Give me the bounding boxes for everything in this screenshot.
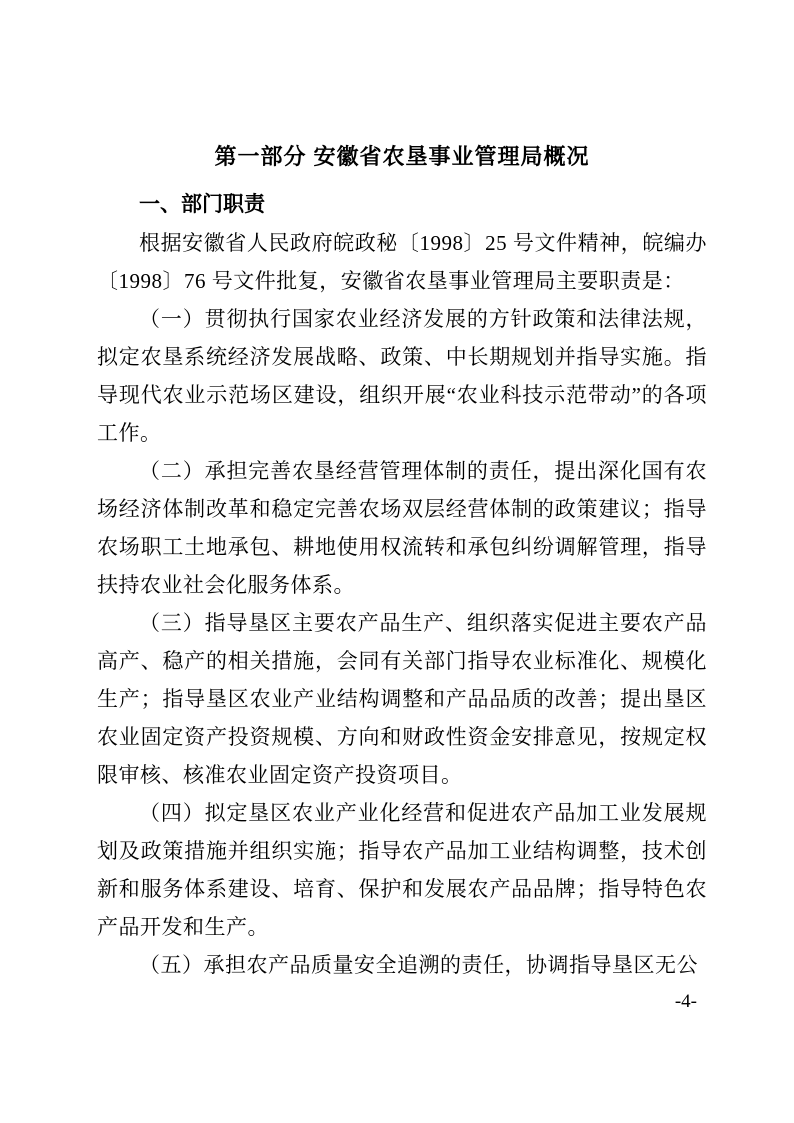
- page-number: -4-: [674, 991, 697, 1012]
- page-title: 第一部分 安徽省农垦事业管理局概况: [214, 144, 590, 169]
- body-text: [97, 224, 707, 984]
- document-content: [97, 142, 707, 984]
- paragraph-item-5: （五）承担农产品质量安全追溯的责任，协调指导垦区无公: [139, 953, 698, 977]
- paragraph-item-3: （三）指导垦区主要农产品生产、组织落实促进主要农产品高产、稳产的相关措施，会同有关部门指导农业标准化、规模化生产；指导垦区农业产业结构调整和产品品质的改善；提出垦区农业固定资产投资规模、方向和财政性资金安排意见，按规定权限审核、核准农业固定资产投资项目。: [97, 611, 707, 787]
- paragraph-item-1: （一）贯彻执行国家农业经济发展的方针政策和法律法规，拟定农垦系统经济发展战略、政策、中长期规划并指导实施。指导现代农业示范场区建设，组织开展“农业科技示范带动”的各项工作。: [97, 307, 707, 445]
- section-heading: 一、部门职责: [139, 193, 265, 216]
- paragraph-intro: 根据安徽省人民政府皖政秘〔1998〕25 号文件精神，皖编办〔1998〕76 号文件批复，安徽省农垦事业管理局主要职责是：: [97, 231, 707, 293]
- paragraph-item-2: （二）承担完善农垦经营管理体制的责任，提出深化国有农场经济体制改革和稳定完善农场双层经营体制的政策建议；指导农场职工土地承包、耕地使用权流转和承包纠纷调解管理，指导扶持农业社会化服务体系。: [97, 459, 707, 597]
- paragraph-item-4: （四）拟定垦区农业产业化经营和促进农产品加工业发展规划及政策措施并组织实施；指导农产品加工业结构调整，技术创新和服务体系建设、培育、保护和发展农产品品牌；指导特色农产品开发和生产。: [97, 801, 707, 939]
